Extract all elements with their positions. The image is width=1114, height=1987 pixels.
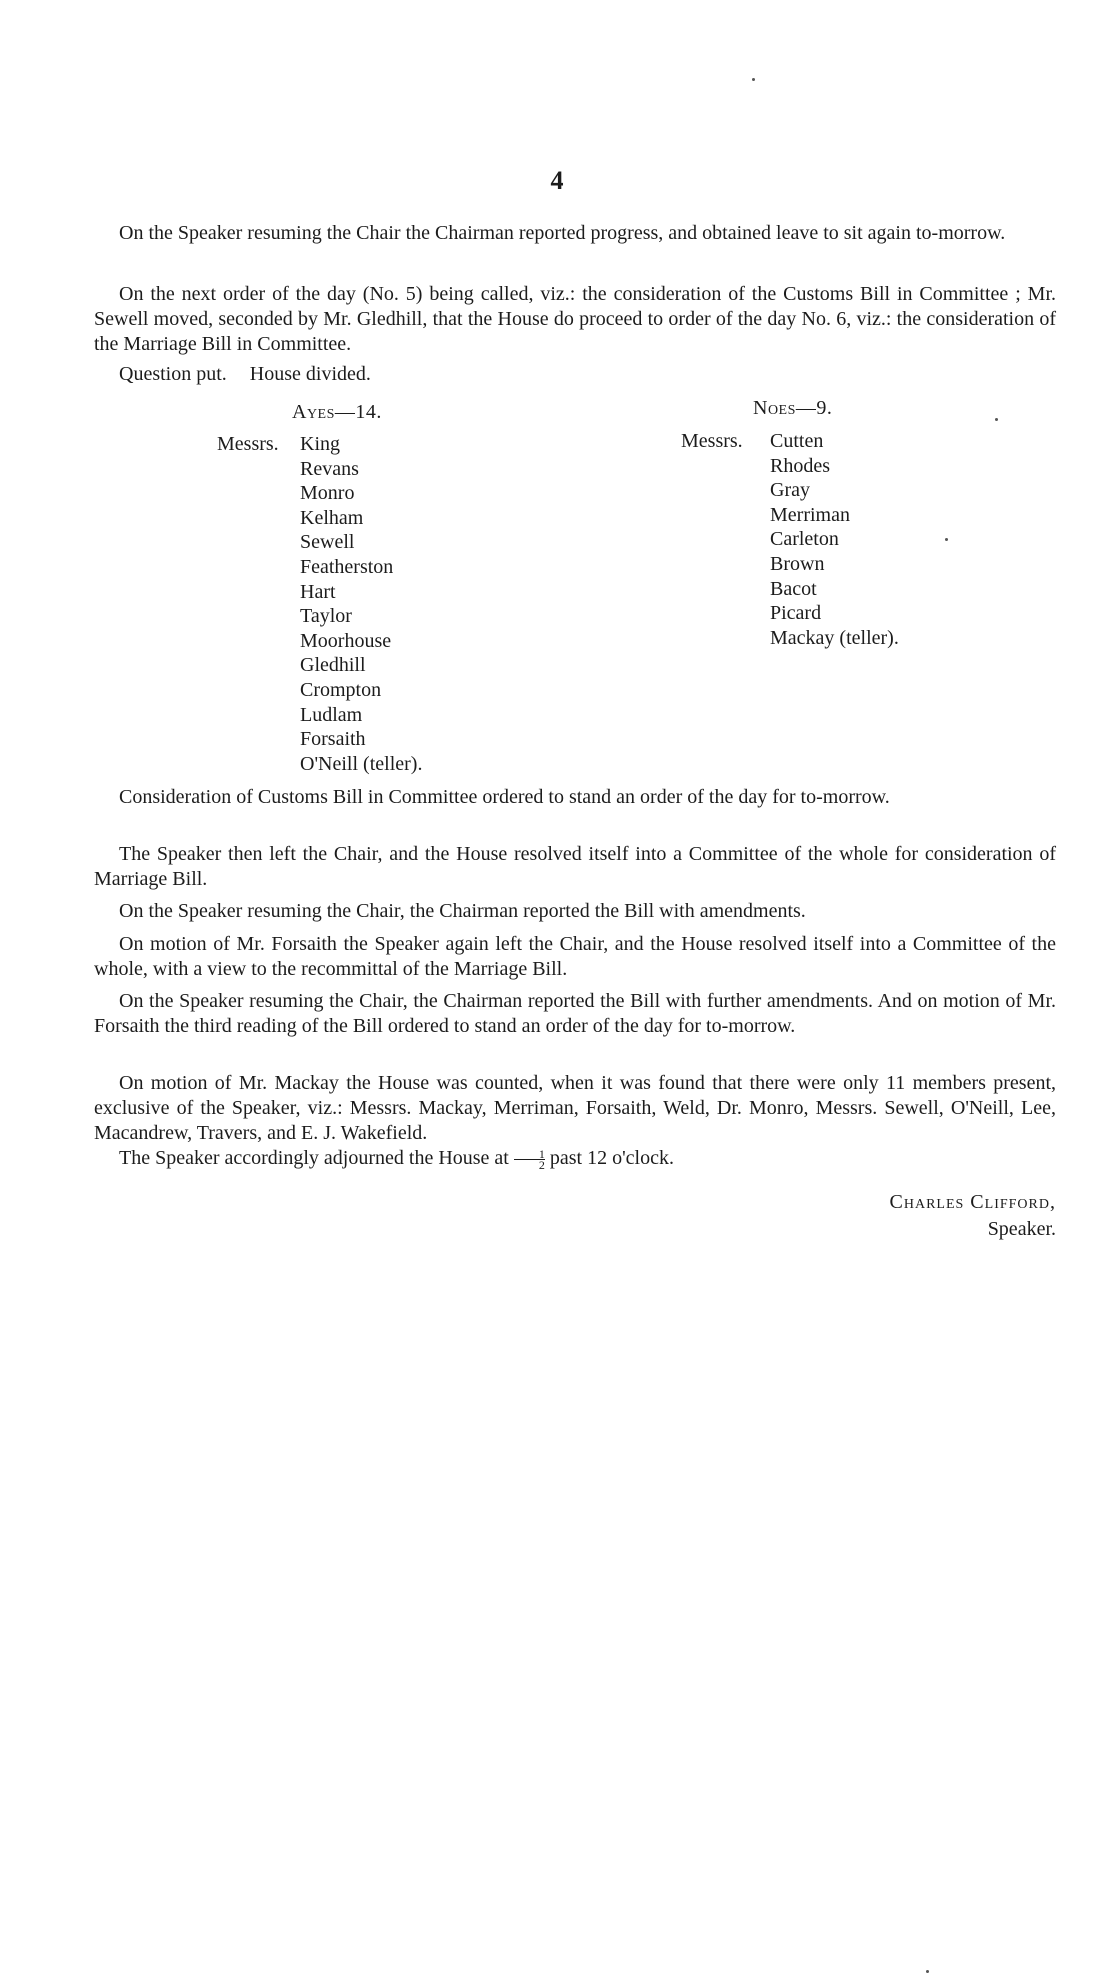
ayes-name-item: Moorhouse [300, 629, 392, 652]
paragraph-motion-forsaith: On motion of Mr. Forsaith the Speaker again left the Chair, and the House resolved itself into a Committee of the whole, with a view to the recommittal of the Marriage Bill. [94, 933, 1056, 980]
ayes-name-item: Revans [300, 457, 359, 480]
question-line [119, 362, 371, 387]
ayes-name-item: Kelham [300, 506, 364, 529]
paragraph-speaker-resuming: On the Speaker resuming the Chair the Chairman reported progress, and obtained leave to sit again to-morrow. [119, 222, 1006, 244]
ayes-name-item: Crompton [300, 678, 382, 701]
noes-heading: Noes—9. [753, 397, 833, 419]
fraction-numerator: 1 [514, 1149, 545, 1160]
ayes-name-item: Forsaith [300, 728, 366, 751]
ayes-messrs-label: Messrs. [217, 433, 279, 455]
scan-speck [995, 418, 998, 421]
noes-name-item: Merriman [770, 503, 850, 526]
paragraph-adjourned [94, 1146, 1056, 1171]
noes-name-item: Cutten [770, 430, 824, 452]
ayes-name-item: Hart [300, 580, 336, 603]
ayes-name-item: Taylor [300, 605, 352, 628]
adjourned-text-before: The Speaker accordingly adjourned the House at [119, 1147, 509, 1169]
noes-name-item: Brown [770, 552, 825, 575]
scan-speck [945, 538, 948, 541]
question-put: Question put. [119, 363, 227, 385]
half-fraction [514, 1146, 545, 1172]
noes-name-item: Rhodes [770, 454, 830, 477]
ayes-name-item: Ludlam [300, 703, 363, 726]
signature-block [890, 1189, 1056, 1243]
paragraph-house-counted: On motion of Mr. Mackay the House was counted, when it was found that there were only 11 members present, exclusive of the Speaker, viz.: Messrs. Mackay, Merriman, Forsaith, Weld, Dr. Monro, Messrs. Sewell, O'Neill, Lee, Macandrew, Travers, and E. J. Wakefield. [94, 1072, 1056, 1144]
noes-messrs-label: Messrs. [681, 430, 743, 452]
paragraph-reported-amendments: On the Speaker resuming the Chair, the Chairman reported the Bill with amendments. [119, 900, 806, 922]
ayes-name-item: King [300, 433, 340, 455]
fraction-denominator: 2 [538, 1157, 545, 1172]
ayes-heading: Ayes—14. [292, 401, 382, 423]
page-number: 4 [550, 166, 564, 195]
ayes-name-item: Featherston [300, 555, 394, 578]
ayes-name-item: O'Neill (teller). [300, 752, 423, 775]
signature-name: Charles Clifford, [889, 1191, 1056, 1213]
paragraph-speaker-left-chair: The Speaker then left the Chair, and the House resolved itself into a Committee of the whole for consideration of Marriage Bill. [94, 843, 1056, 890]
scan-speck [926, 1970, 929, 1973]
scan-speck [752, 78, 755, 81]
ayes-name-list [300, 432, 422, 776]
noes-name-item: Mackay (teller). [770, 626, 899, 649]
noes-name-item: Picard [770, 602, 822, 625]
paragraph-further-amendments: On the Speaker resuming the Chair, the Chairman reported the Bill with further amendments. And on motion of Mr. Forsaith the third reading of the Bill ordered to stand an order of the day for to-morrow. [94, 990, 1056, 1037]
house-divided: House divided. [249, 363, 371, 385]
noes-name-item: Bacot [770, 577, 817, 600]
noes-name-item: Carleton [770, 528, 839, 551]
noes-name-item: Gray [770, 479, 810, 502]
ayes-name-item: Gledhill [300, 654, 366, 677]
paragraph-next-order: On the next order of the day (No. 5) being called, viz.: the consideration of the Customs Bill in Committee ; Mr. Sewell moved, seconded by Mr. Gledhill, that the House do proceed to order of the day No. 6, viz.: the consideration of the Marriage Bill in Committee. [94, 283, 1056, 355]
paragraph-customs-bill-order: Consideration of Customs Bill in Committee ordered to stand an order of the day for to-morrow. [119, 786, 890, 808]
signature-title: Speaker. [987, 1218, 1056, 1240]
ayes-name-item: Monro [300, 482, 355, 505]
noes-name-list [770, 429, 899, 650]
adjourned-text-after: past 12 o'clock. [549, 1147, 674, 1169]
ayes-name-item: Sewell [300, 531, 355, 554]
